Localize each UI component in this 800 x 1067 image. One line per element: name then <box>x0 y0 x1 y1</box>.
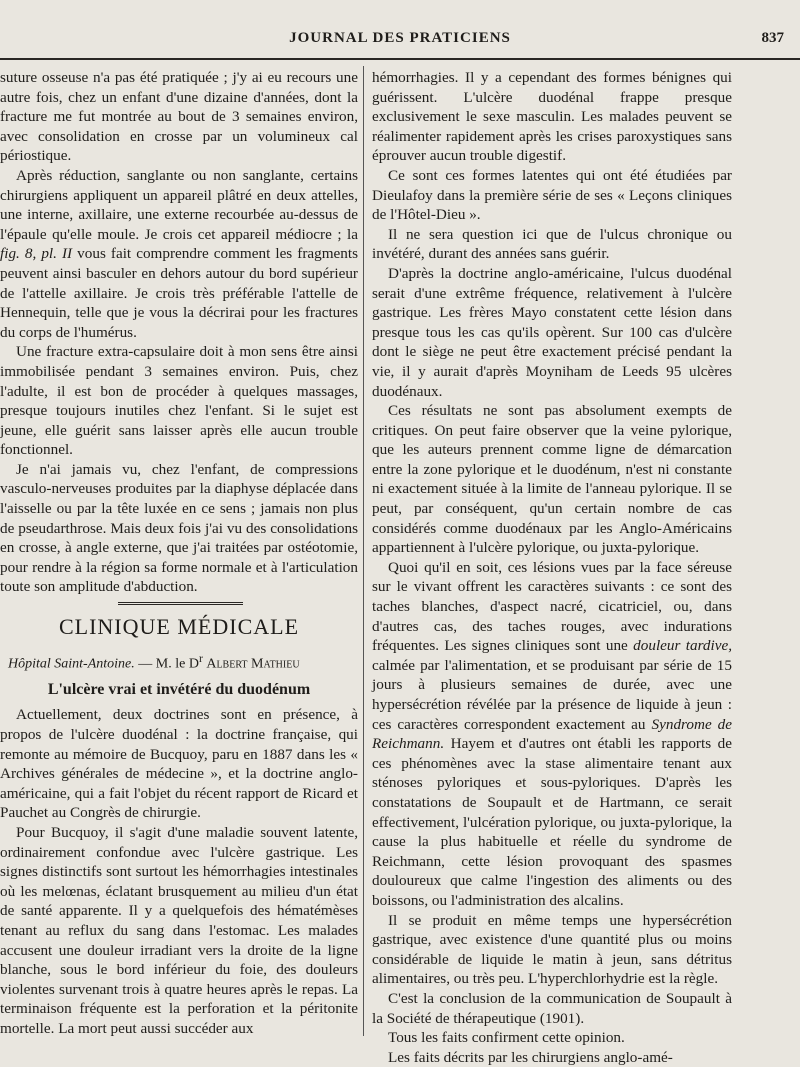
article-title: L'ulcère vrai et invétéré du duodénum <box>47 680 311 698</box>
column-divider <box>363 66 364 1036</box>
section-title: CLINIQUE MÉDICALE <box>58 614 300 640</box>
paragraph: Tous les faits confirment cette opinion. <box>388 1029 625 1047</box>
page-header <box>0 0 800 64</box>
header-rule <box>0 58 800 60</box>
byline-prefix: — M. le D <box>138 656 199 672</box>
byline: Hôpital Saint-Antoine. — M. le $D^r$ Albert Mathieu <box>8 651 300 672</box>
section-separator <box>0 597 358 613</box>
figure-reference: fig. 8, pl. II <box>0 245 73 263</box>
paragraph: suture osseuse n'a pas été pratiquée ; j'y ai eu recours une autre fois, chez un enfant d'une dizaine d'années, dont la fracture me fut montrée au bout de 3 semaines environ, avec consolidation en crosse par un volumineux cal périostique. <box>0 69 358 165</box>
right-column <box>372 68 732 1067</box>
paragraph: Actuellement, deux doctrines sont en présence, à propos de l'ulcère duodénal : la doctrine française, qui remonte au mémoire de Bucquoy, paru en 1887 dans les « Archives générales de médecine », et la doctrine anglo-américaine, qui a fait l'objet du récent rapport de Ricard et Pauchet au Congrès de chirurgie. <box>0 706 358 822</box>
paragraph: hémorrhagies. Il y a cependant des formes bénignes qui guérissent. L'ulcère duodénal frappe presque exclusivement le sexe masculin. Les malades peuvent se réalimenter rapidement après les crises paroxystiques sans éprouver aucun trouble digestif. <box>372 69 732 165</box>
paragraph: Après réduction, sanglante ou non sanglante, certains chirurgiens appliquent un appareil plâtré en deux attelles, une interne, axillaire, une externe recourbée au-dessus de l'épaule qu'elle moule. Je crois cet appareil médiocre ; la fig. 8, pl. II vous fait comprendre comment les fragments peuvent ainsi basculer en dehors autour du bord supérieur de l'attelle axillaire. Je crois très préférable l'attelle de Hennequin, telle que je vous la décrirai pour les fractures du corps de l'humérus. <box>0 166 359 341</box>
emphasis: douleur tardive, <box>633 637 733 655</box>
left-column <box>0 68 358 1039</box>
paragraph: Il ne sera question ici que de l'ulcus chronique ou invétéré, durant des années sans guérir. <box>372 225 732 263</box>
paragraph: Je n'ai jamais vu, chez l'enfant, de compressions vasculo-nerveuses produites par la diaphyse déplacée dans l'aisselle ou par la tête luxée en ce sens ; jamais non plus de pseudarthrose. Mais deux fois j'ai vu des consolidations en crosse, à angle externe, que j'ai traitées par ostéotomie, pour rendre à la région sa forme normale et à l'articulation toute son amplitude d'abduction. <box>0 460 358 596</box>
paragraph: Il se produit en même temps une hypersécrétion gastrique, avec existence d'une quantité plus ou moins considérable de liquide le matin à jeun, sans détritus alimentaires, ou très peu. L'hyperchlorhydrie est la règle. <box>372 911 732 988</box>
emphasis: Syndrome de Reichmann. <box>372 715 733 753</box>
journal-title: JOURNAL DES PRATICIENS <box>289 30 511 46</box>
paragraph: Les faits décrits par les chirurgiens anglo-amé- <box>388 1048 673 1066</box>
paragraph: Ces résultats ne sont pas absolument exempts de critiques. On peut faire observer que la veine pylorique, que les auteurs prennent comme ligne de démarcation entre la zone pylorique et le duodénum, n'est ni constante ni exactement située à la limite de l'anneau pylorique. Il se peut, par conséquent, qu'un certain nombre de cas considérés comme duodénaux par les Anglo-Américains appartiennent à l'ulcère pylorique, ou juxta-pylorique. <box>372 402 732 557</box>
byline-hospital: Hôpital Saint-Antoine. <box>8 656 135 672</box>
paragraph: Quoi qu'il en soit, ces lésions vues par la face séreuse sur le vivant offrent les caractères suivants : ce sont des taches blanches, d'aspect nacré, cicatriciel, ou, dans d'autres cas, des taches rouges, avec indurations fréquentes. Les signes cliniques sont une douleur tardive, calmée par l'alimentation, et se produisant par série de 15 jours à plusieurs semaines de durée, avec une hypersécrétion révélée par la présence de liquide à jeun : ces caractères correspondent exactement au Syndrome de Reichmann. Hayem et d'autres ont établi les rapports de ces phénomènes avec la stase alimentaire tenant aux sténoses pyloriques et sous-pyloriques. D'après les constatations de Soupault et de Hartmann, ce serait effectivement, l'ulcération pylorique, ou juxta-pylorique, la cause la plus habituelle et réelle du syndrome de Reichmann, cette lésion provoquant des spasmes douloureux que calme l'ingestion des aliments ou des boissons, ou l'administration des alcalins. <box>372 558 733 909</box>
paragraph: Une fracture extra-capsulaire doit à mon sens être ainsi immobilisée pendant 3 semaines environ. Puis, chez l'adulte, il est bon de procéder à quelques massages, presque toujours inutiles chez l'enfant. Si le sujet est jeune, elle guérit sans laisser après elle aucun trouble fonctionnel. <box>0 343 358 459</box>
paragraph: Ce sont ces formes latentes qui ont été étudiées par Dieulafoy dans la première série de ses « Leçons cliniques de l'Hôtel-Dieu ». <box>372 166 732 224</box>
paragraph: C'est la conclusion de la communication de Soupault à la Société de thérapeutique (1901). <box>372 989 732 1027</box>
page-number: 837 <box>761 30 784 46</box>
byline-author: Albert Mathieu <box>206 656 300 672</box>
paragraph: Pour Bucquoy, il s'agit d'une maladie souvent latente, ordinairement confondue avec l'ulcère gastrique. Les signes distinctifs sont surtout les hémorrhagies intestinales où les melœnas, éclatant brusquement au milieu d'un état de santé apparente. Il y a quelquefois des hématémèses tenant au reflux du sang dans l'estomac. Les malades accusent une douleur irradiant vers la droite de la ligne blanche, sous le bord inférieur du foie, des douleurs violentes survenant trois à quatre heures après le repas. La terminaison fréquente est la perforation et la péritonite mortelle. La mort peut aussi succéder aux <box>0 824 358 1037</box>
paragraph: D'après la doctrine anglo-américaine, l'ulcus duodénal serait d'une extrême fréquence, relativement à l'ulcère gastrique. Les frères Mayo constatent cette lésion dans presque tous les cas qu'ils opèrent. Sur 100 cas d'ulcère dont le siège ne peut être exactement précisé pendant la vie, il y aurait d'après Moyniham de Leeds 95 ulcères duodénaux. <box>372 264 732 400</box>
